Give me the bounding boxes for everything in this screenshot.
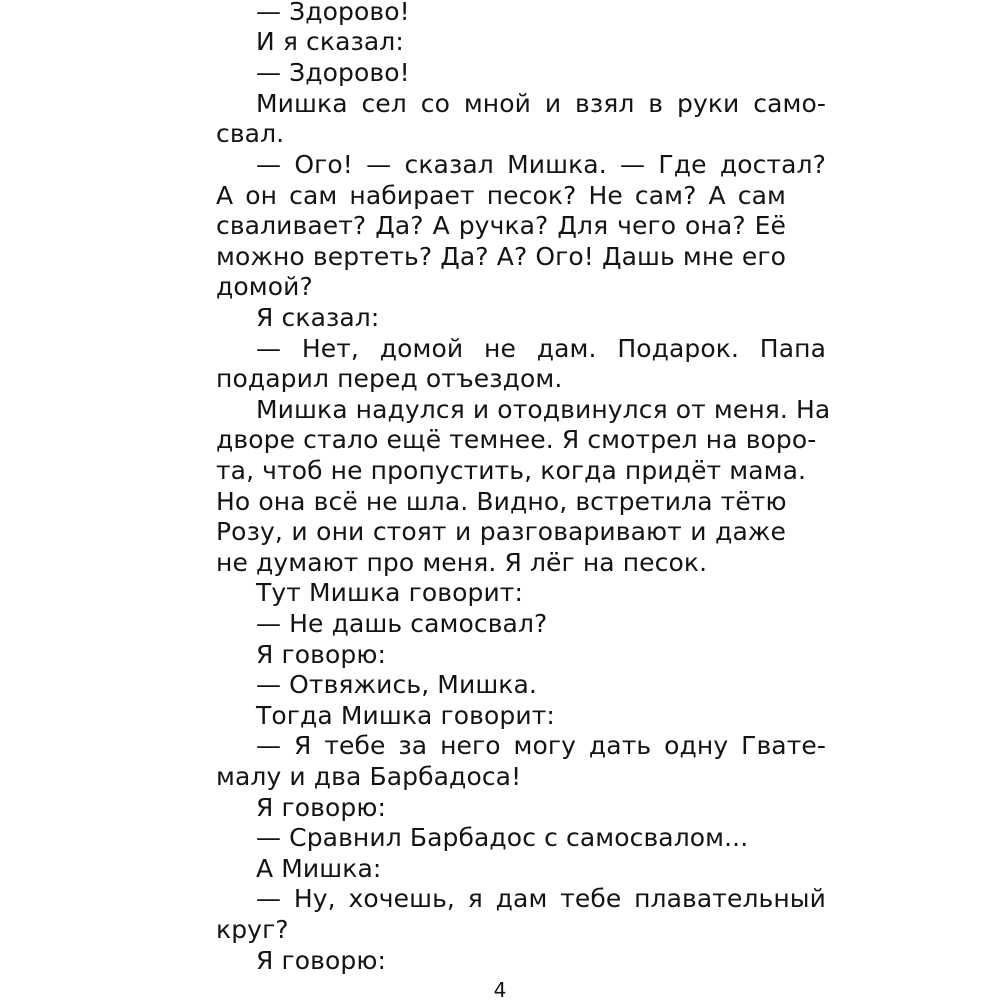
text-line: Я говорю: [256, 640, 387, 669]
text-line: та, чтоб не пропустить, когда придёт мама. [216, 456, 807, 485]
page-number: 4 [493, 978, 507, 1002]
text-line: домой? [216, 272, 313, 301]
text-line: И я сказал: [256, 27, 404, 56]
text-line: А Мишка: [256, 854, 382, 883]
text-line: Мишка сел со мной и взял в руки само- [256, 89, 826, 118]
text-line: — Не дашь самосвал? [256, 609, 548, 638]
text-line: свал. [216, 119, 285, 148]
text-line: можно вертеть? Да? А? Ого! Дашь мне его [216, 242, 786, 271]
text-line: А он сам набирает песок? Не сам? А сам [216, 181, 786, 210]
text-line: — Нет, домой не дам. Подарок. Папа [256, 334, 826, 363]
text-line: Тут Мишка говорит: [256, 578, 523, 607]
text-line: — Ого! — сказал Мишка. — Где достал? [256, 150, 826, 179]
text-line: сваливает? Да? А ручка? Для чего она? Её [216, 211, 786, 240]
text-line: дворе стало ещё темнее. Я смотрел на воро- [216, 425, 817, 454]
text-line: Я сказал: [256, 303, 380, 332]
text-line: подарил перед отъездом. [216, 364, 563, 393]
text-line: — Сравнил Барбадос с самосвалом... [256, 823, 749, 852]
text-line: Но она всё не шла. Видно, встретила тётю [216, 487, 787, 516]
text-line: Я говорю: [256, 946, 387, 975]
text-line: — Я тебе за него могу дать одну Гвате- [256, 731, 826, 760]
text-line: круг? [216, 915, 289, 944]
text-line: — Здорово! [256, 0, 410, 26]
text-line: не думают про меня. Я лёг на песок. [216, 548, 708, 577]
text-line: — Отвяжись, Мишка. [256, 670, 537, 699]
text-line: малу и два Барбадоса! [216, 762, 522, 791]
text-line: — Здорово! [256, 58, 410, 87]
text-line: Я говорю: [256, 793, 387, 822]
text-line: Тогда Мишка говорит: [256, 701, 555, 730]
text-line: — Ну, хочешь, я дам тебе плавательный [256, 884, 826, 913]
text-line: Мишка надулся и отодвинулся от меня. На [256, 395, 831, 424]
text-line: Розу, и они стоят и разговаривают и даже [216, 517, 786, 546]
